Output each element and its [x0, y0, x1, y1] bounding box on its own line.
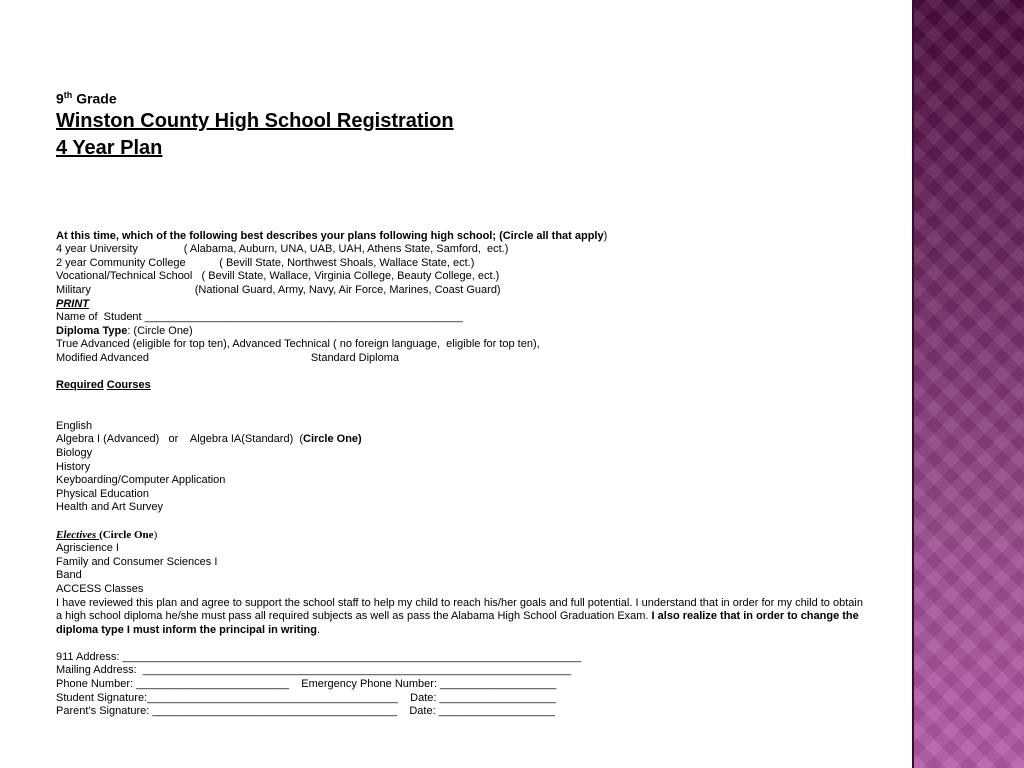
document-title: Winston County High School Registration	[56, 109, 454, 132]
elective-agriscience: Agriscience I	[56, 542, 119, 555]
decorative-sidebar	[912, 0, 1024, 768]
parent-signature-field: Parent’s Signature: ________________________________________ Date: ___________________	[56, 705, 555, 718]
diploma-type-label: Diploma Type: (Circle One)	[56, 324, 193, 337]
course-biology: Biology	[56, 446, 93, 459]
elective-band: Band	[56, 569, 82, 582]
address-field: 911 Address: ___________________________________________________________________________	[56, 650, 582, 663]
electives-heading: Electives (Circle One)	[56, 528, 158, 541]
registration-document	[56, 86, 896, 719]
plan-option-military: Military (National Guard, Army, Navy, Air Force, Marines, Coast Guard)	[56, 284, 501, 297]
print-label: PRINT	[56, 297, 89, 310]
course-english: English	[56, 419, 93, 432]
required-courses-heading: Required Courses	[56, 379, 151, 392]
elective-family-consumer: Family and Consumer Sciences I	[56, 555, 218, 568]
course-health-art: Health and Art Survey	[56, 501, 164, 514]
plan-option-university: 4 year University ( Alabama, Auburn, UNA, UAB, UAH, Athens State, Samford, ect.)	[56, 243, 509, 256]
diploma-options-line2: Modified Advanced Standard Diploma	[56, 352, 399, 364]
grade-heading: 9th Grade	[56, 90, 117, 107]
agreement-paragraph: I have reviewed this plan and agree to support the school staff to help my child to reach his/her goals and full potential. I understand that in order for my child to obtain a high school diploma he/she must pass all required subjects as well as pass the Alabama High School Graduation Exam. I also realize that in order to change the diploma type I must inform the principal in writing.	[56, 596, 863, 636]
mailing-address-field: Mailing Address: ______________________________________________________________________	[56, 664, 572, 677]
plan-option-vocational: Vocational/Technical School ( Bevill State, Wallace, Virginia College, Beauty College, ect.)	[56, 270, 500, 283]
course-algebra: Algebra I (Advanced) or Algebra IA(Standard) (Circle One)	[56, 433, 362, 446]
diploma-options-line1: True Advanced (eligible for top ten), Advanced Technical ( no foreign language, eligible for top ten),	[56, 338, 540, 351]
student-signature-field: Student Signature:_________________________________________ Date: ___________________	[56, 691, 556, 704]
course-history: History	[56, 460, 91, 473]
plans-question: At this time, which of the following best describes your plans following high school; (Circle all that apply)	[56, 229, 608, 242]
course-keyboarding: Keyboarding/Computer Application	[56, 474, 226, 487]
student-name-field: Name of Student ____________________________________________________	[56, 311, 463, 324]
elective-access: ACCESS Classes	[56, 582, 144, 595]
sidebar-edge	[912, 0, 914, 768]
phone-field: Phone Number: _________________________ Emergency Phone Number: ___________________	[56, 678, 557, 691]
document-subtitle: 4 Year Plan	[56, 136, 163, 159]
plan-option-community-college: 2 year Community College ( Bevill State, Northwest Shoals, Wallace State, ect.)	[56, 256, 475, 269]
course-physical-education: Physical Education	[56, 487, 149, 500]
